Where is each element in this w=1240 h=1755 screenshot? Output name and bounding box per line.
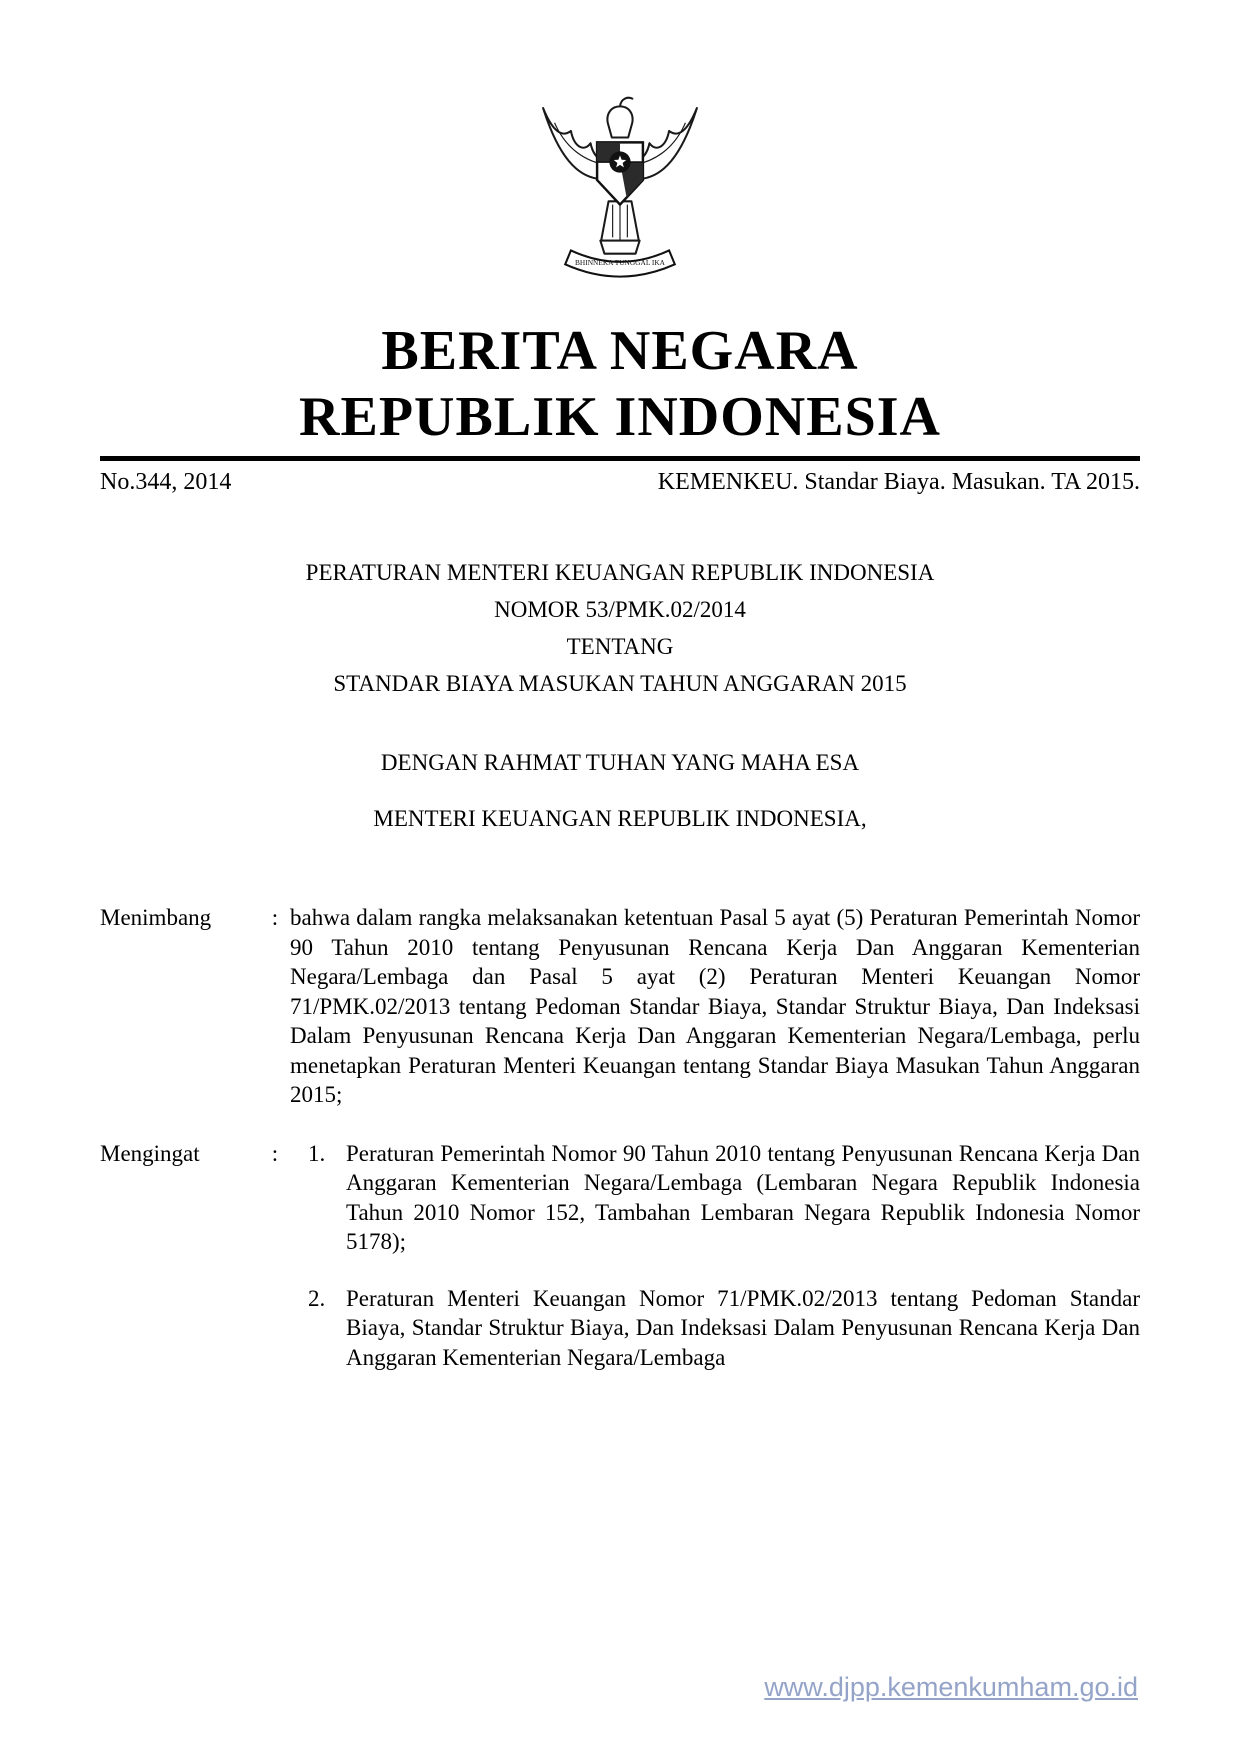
issue-subject: KEMENKEU. Standar Biaya. Masukan. TA 2015.: [657, 469, 1140, 496]
masthead-rule: [100, 456, 1140, 461]
regulation-subject: STANDAR BIAYA MASUKAN TAHUN ANGGARAN 2015: [333, 671, 907, 697]
mengingat-item-2-text: Peraturan Menteri Keuangan Nomor 71/PMK.02/2013 tentang Pedoman Standar Biaya, Standar Struktur Biaya, Dan Indeksasi Dalam Penyusunan Rencana Kerja Dan Anggaran Kementerian Negara/Lembaga: [346, 1285, 1140, 1370]
authority-line: MENTERI KEUANGAN REPUBLIK INDONESIA,: [373, 806, 867, 832]
menimbang-label: Menimbang: [100, 905, 212, 931]
mengingat-item-1-number: 1.: [308, 1140, 326, 1166]
masthead-title-line2: REPUBLIK INDONESIA: [299, 386, 941, 449]
issue-row: [100, 469, 1140, 496]
menimbang-colon: :: [271, 905, 279, 931]
footer-site-link[interactable]: www.djpp.kemenkumham.go.id: [764, 1672, 1138, 1702]
document-body: [100, 903, 1140, 1372]
regulation-heading: [100, 554, 1140, 841]
masthead-title: [0, 318, 1240, 450]
mengingat-list: [290, 1139, 1140, 1373]
mengingat-item-2-number: 2.: [308, 1285, 326, 1311]
clause-mengingat: [100, 1139, 1140, 1373]
regulation-tentang: TENTANG: [566, 634, 674, 660]
mengingat-colon: :: [271, 1140, 279, 1166]
regulation-title-line1: PERATURAN MENTERI KEUANGAN REPUBLIK INDONESIA: [305, 560, 935, 586]
garuda-pancasila-icon: [530, 80, 710, 285]
mengingat-item-2: [290, 1284, 1140, 1373]
issue-number: No.344, 2014: [100, 469, 232, 496]
masthead-title-line1: BERITA NEGARA: [381, 320, 859, 382]
mengingat-item-1: [290, 1139, 1140, 1257]
invocation-line: DENGAN RAHMAT TUHAN YANG MAHA ESA: [380, 750, 860, 776]
regulation-number: NOMOR 53/PMK.02/2014: [494, 597, 746, 623]
emblem-motto: BHINNEKA TUNGGAL IKA: [575, 258, 665, 268]
menimbang-text: bahwa dalam rangka melaksanakan ketentuan Pasal 5 ayat (5) Peraturan Pemerintah Nomor 90 Tahun 2010 tentang Penyusunan Rencana Kerja Dan Anggaran Kementerian Negara/Lembaga dan Pasal 5 ayat (2) Peraturan Menteri Keuangan Nomor 71/PMK.02/2013 tentang Pedoman Standar Biaya, Standar Struktur Biaya, Dan Indeksasi Dalam Penyusunan Rencana Kerja Dan Anggaran Kementerian Negara/Lembaga, perlu menetapkan Peraturan Menteri Keuangan tentang Standar Biaya Masukan Tahun Anggaran 2015;: [290, 905, 1140, 1108]
clause-menimbang: [100, 903, 1140, 1110]
mengingat-item-1-text: Peraturan Pemerintah Nomor 90 Tahun 2010 tentang Penyusunan Rencana Kerja Dan Anggaran Kementerian Negara/Lembaga (Lembaran Negara Republik Indonesia Tahun 2010 Nomor 152, Tambahan Lembaran Negara Republik Indonesia Nomor 5178);: [346, 1140, 1140, 1255]
emblem-container: [0, 0, 1240, 290]
masthead: [0, 0, 1240, 496]
mengingat-label: Mengingat: [100, 1140, 200, 1166]
